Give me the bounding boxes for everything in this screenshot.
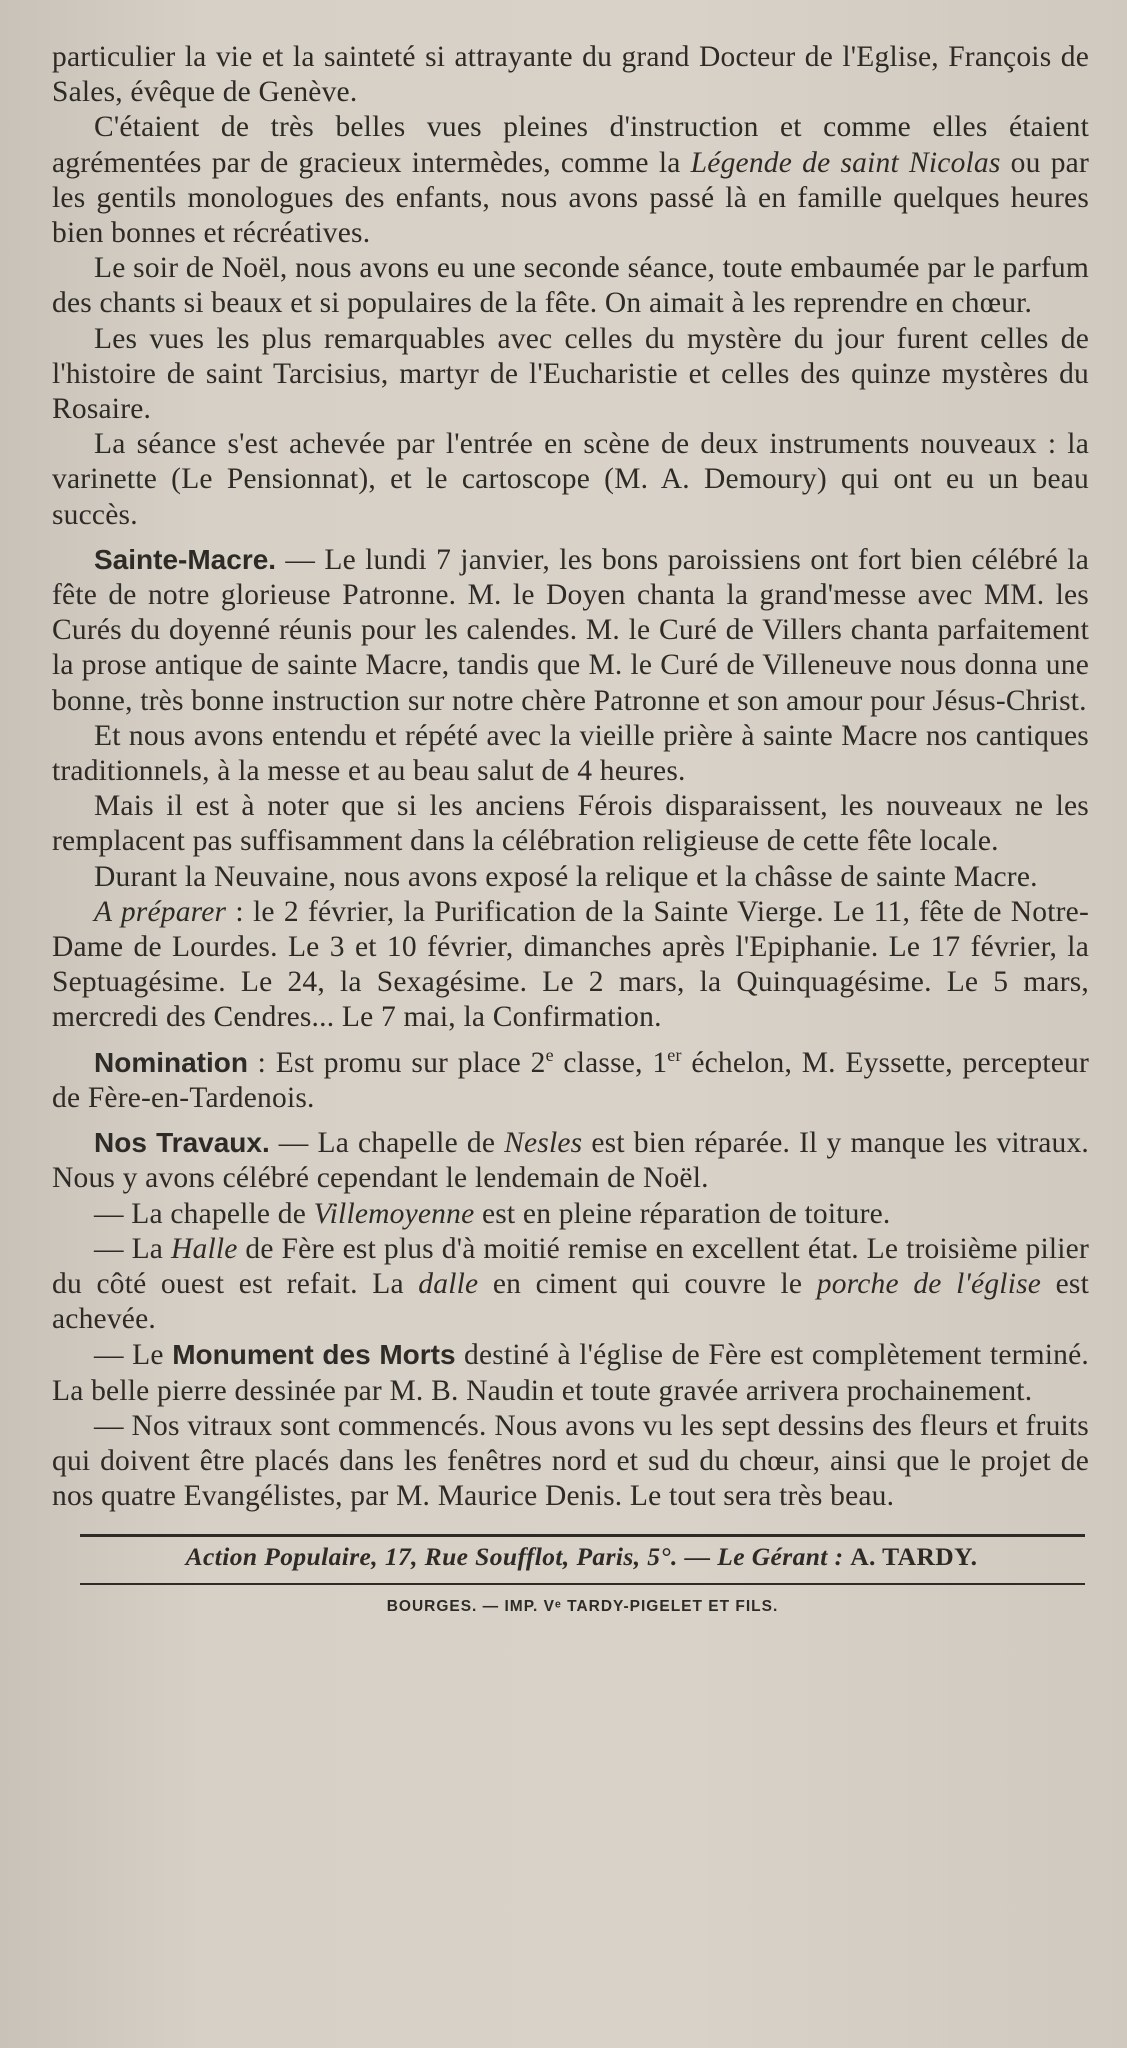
section-nos-travaux (52, 1125, 1089, 1196)
paragraph-vitraux: — Nos vitraux sont commencés. Nous avons vu les sept dessins des fleurs et fruits qui doivent être placés dans les fenêtres nord et sud du chœur, ainsi que le projet de nos quatre Evangélistes, par M. Maurice Denis. Le tout sera très beau. (52, 1409, 1089, 1513)
manager-label: — Le Gérant : (677, 1542, 851, 1572)
paragraph-villemoyenne (52, 1197, 1089, 1232)
text: classe, 1 (553, 1046, 668, 1079)
paragraph-seance-achevee: La séance s'est achevée par l'entrée en scène de deux instruments nouveaux : la varinette (Le Pensionnat), et le cartoscope (M. A. Demoury) qui ont eu un beau succès. (52, 428, 1089, 531)
paragraph-a-preparer (52, 895, 1089, 1036)
italic-title: Légende de saint Nicolas (690, 146, 1001, 179)
publisher: Action Populaire, 17, Rue Soufflot, Paris, 5°. (185, 1542, 678, 1572)
paragraph-belles-vues (52, 110, 1089, 251)
section-sainte-macre (52, 542, 1089, 719)
text: échelon, M. Eyssette, percepteur de Fère-en-Tardenois. (52, 1046, 1089, 1114)
text: — La chapelle de (94, 1197, 314, 1230)
italic-term: Halle (170, 1232, 238, 1265)
text: en ciment qui couvre le (478, 1267, 817, 1300)
paragraph-cantiques: Et nous avons entendu et répété avec la vieille prière à sainte Macre nos cantiques traditionnels, à la messe et au beau salut de 4 heures. (52, 719, 1089, 788)
section-heading: Nomination (94, 1046, 248, 1078)
section-heading: Sainte-Macre. (94, 543, 277, 575)
section-heading: Nos Travaux. (94, 1127, 270, 1159)
text: est bien réparée. Il y manque les vitraux. Nous y avons célébré cependant le lendemain de Noël. (52, 1127, 1089, 1195)
text: ou par les gentils monologues des enfants, nous avons passé là en famille quelques heures bien bonnes et récréatives. (52, 146, 1089, 250)
italic-term: porche de l'église (816, 1267, 1042, 1300)
italic-place: Villemoyenne (313, 1197, 475, 1230)
italic-lead: A préparer (94, 895, 227, 928)
paragraph-neuvaine: Durant la Neuvaine, nous avons exposé la relique et la châsse de sainte Macre. (94, 860, 1038, 893)
footer-rule-top (80, 1534, 1085, 1537)
superscript: e (545, 1044, 554, 1065)
text: : Est promu sur place 2 (248, 1046, 546, 1079)
text: est en pleine réparation de toiture. (474, 1197, 891, 1230)
text: est achevée. (52, 1267, 1089, 1336)
manager-name: A. TARDY. (850, 1542, 978, 1572)
publisher-line (74, 1540, 1089, 1574)
paragraph-francois-de-sales: particulier la vie et la sainteté si attrayante du grand Docteur de l'Eglise, François de Sales, évêque de Genève. (52, 41, 1089, 109)
text: — Le (94, 1339, 173, 1372)
paragraph-anciens-ferois: Mais il est à noter que si les anciens Férois disparaissent, les nouveaux ne les remplacent pas suffisamment dans la célébration religieuse de cette fête locale. (52, 790, 1089, 858)
text: — La (94, 1232, 171, 1265)
paragraph-monument (52, 1337, 1089, 1408)
bold-term: Monument des Morts (172, 1339, 456, 1371)
text: C'étaient de très belles vues pleines d'instruction et comme elles étaient agrémentées par de gracieux intermèdes, comme la (52, 111, 1089, 179)
paragraph-soir-de-noel: Le soir de Noël, nous avons eu une seconde séance, toute embaumée par le parfum des chants si beaux et si populaires de la fête. On aimait à les reprendre en chœur. (52, 252, 1089, 320)
text: destiné à l'église de Fère est complètement terminé. La belle pierre dessinée par M. B. Naudin et toute gravée arrivera prochainement. (52, 1339, 1089, 1407)
text: : le 2 février, la Purification de la Sainte Vierge. Le 11, fête de Notre-Dame de Lourdes. Le 3 et 10 février, dimanches après l'Epiphanie. Le 17 février, la Septuagésime. Le 24, la Sexagésime. Le 2 mars, la Quinquagésime. Le 5 mars, mercredi des Cendres... Le 7 mai, la Confirmation. (52, 895, 1089, 1034)
italic-term: dalle (418, 1267, 479, 1300)
footer-rule-bottom (80, 1583, 1085, 1585)
text: — La chapelle de (269, 1127, 505, 1160)
section-nomination (52, 1045, 1089, 1116)
italic-place: Nesles (504, 1127, 583, 1160)
text: — Le lundi 7 janvier, les bons paroissiens ont fort bien célébré la fête de notre glorieuse Patronne. M. le Doyen chanta la grand'messe avec MM. les Curés du doyenné réunis pour les calendes. M. le Curé de Villers chanta parfaitement la prose antique de sainte Macre, tandis que M. le Curé de Villeneuve nous donna une bonne, très bonne instruction sur notre chère Patronne et son amour pour Jésus-Christ. (52, 543, 1089, 717)
printer-imprint: BOURGES. — IMP. Vᵉ TARDY-PIGELET ET FILS. (386, 1598, 779, 1616)
paragraph-vues-remarquables: Les vues les plus remarquables avec celles du mystère du jour furent celles de l'histoire de saint Tarcisius, martyr de l'Eucharistie et celles des quinze mystères du Rosaire. (52, 322, 1089, 426)
text: de Fère est plus d'à moitié remise en excellent état. Le troisième pilier du côté ouest est refait. La (52, 1232, 1089, 1300)
paragraph-halle (52, 1232, 1089, 1338)
superscript: er (667, 1044, 682, 1065)
